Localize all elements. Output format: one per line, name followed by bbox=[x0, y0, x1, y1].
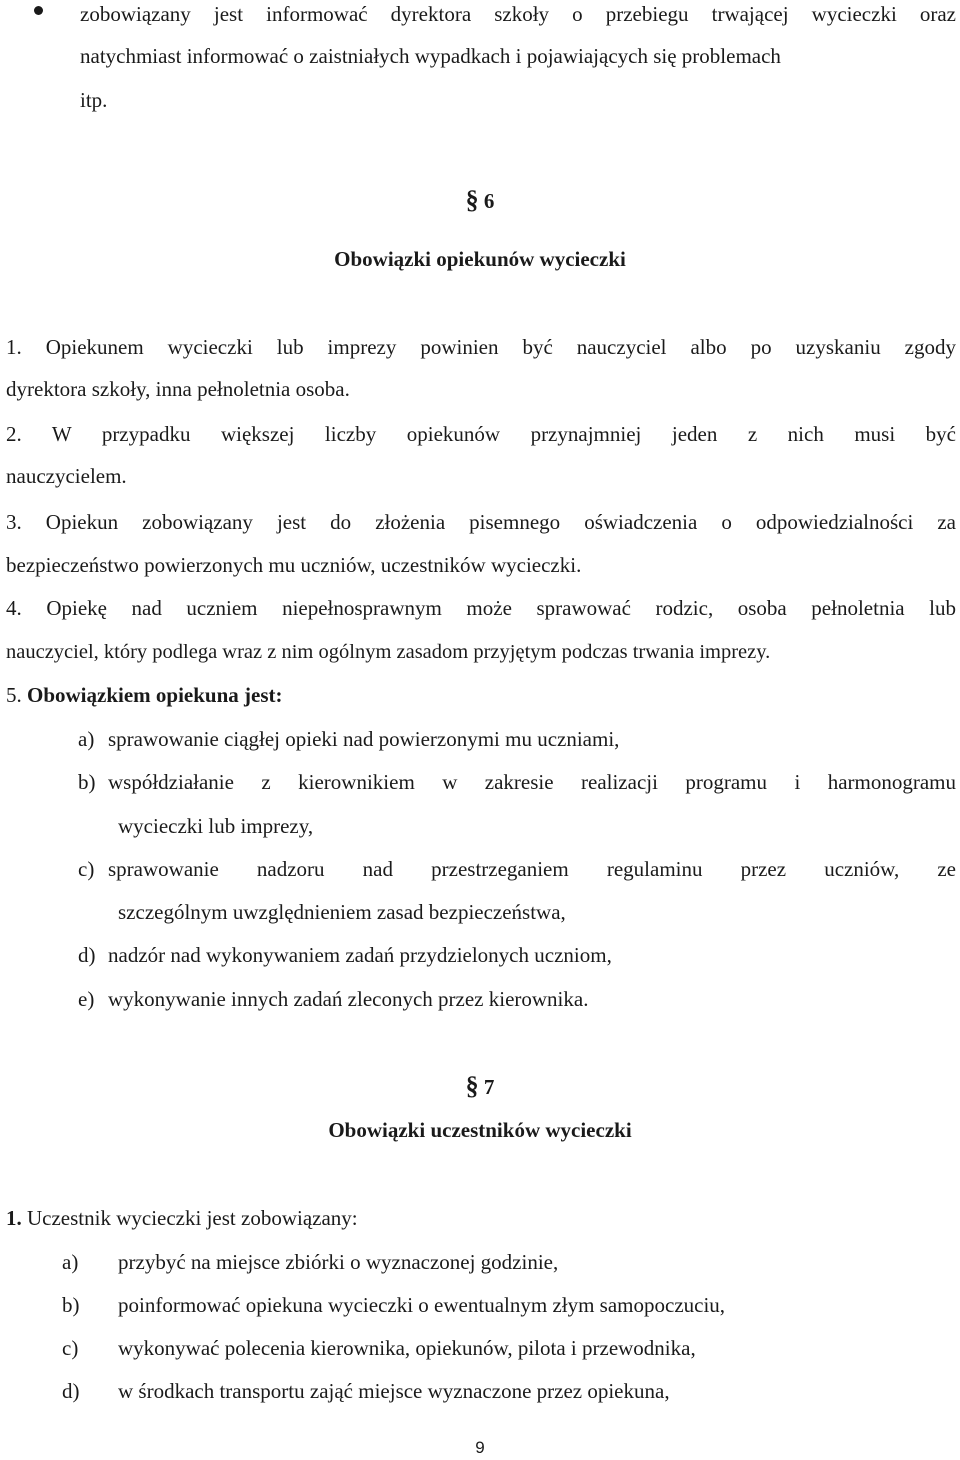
sub-item-e-text: wykonywanie innych zadań zleconych przez kierownika. bbox=[108, 987, 589, 1011]
item-2-line-2: nauczycielem. bbox=[6, 464, 127, 488]
item-5-text: Obowiązkiem opiekuna jest: bbox=[27, 683, 283, 707]
item-1-line-1 bbox=[6, 333, 956, 361]
participant-item-d-label: d) bbox=[62, 1379, 80, 1403]
participant-item-c-label: c) bbox=[62, 1336, 79, 1360]
participant-item-b-label: b) bbox=[62, 1293, 80, 1317]
bullet-line-3: itp. bbox=[80, 88, 108, 112]
item-1-number: 1. bbox=[6, 335, 22, 359]
bullet-line-1: zobowiązany jest informować dyrektora szkoły o przebiegu trwającej wycieczki oraz bbox=[80, 2, 956, 26]
section-7-intro-number: 1. bbox=[6, 1206, 22, 1230]
item-4-number: 4. bbox=[6, 596, 22, 620]
section-6-number-text: 6 bbox=[483, 189, 495, 213]
participant-item-a-label: a) bbox=[62, 1250, 79, 1274]
item-4-text: Opiekę nad uczniem niepełnosprawnym może sprawować rodzic, osoba pełnoletnia lub bbox=[46, 596, 956, 620]
participant-item-b-text: poinformować opiekuna wycieczki o ewentualnym złym samopoczuciu, bbox=[118, 1293, 726, 1317]
sub-item-a-label: a) bbox=[78, 727, 95, 751]
sub-item-c-line-1: sprawowanie nadzoru nad przestrzeganiem regulaminu przez uczniów, ze bbox=[108, 857, 956, 881]
item-5-number: 5. bbox=[6, 683, 22, 707]
sub-item-d-text: nadzór nad wykonywaniem zadań przydzielonych uczniom, bbox=[108, 943, 612, 967]
section-7-title: Obowiązki uczestników wycieczki bbox=[328, 1118, 632, 1142]
sub-item-d-label: d) bbox=[78, 943, 96, 967]
sub-item-c-label: c) bbox=[78, 857, 95, 881]
item-4-line-1 bbox=[6, 594, 956, 622]
participant-item-a-text: przybyć na miejsce zbiórki o wyznaczonej godzinie, bbox=[118, 1250, 559, 1274]
section-7-intro-text: Uczestnik wycieczki jest zobowiązany: bbox=[27, 1206, 358, 1230]
sub-item-c-line-2: szczególnym uwzględnieniem zasad bezpieczeństwa, bbox=[118, 900, 566, 924]
sub-item-b-label: b) bbox=[78, 770, 96, 794]
section-7-number-text: 7 bbox=[483, 1075, 495, 1099]
participant-item-c-text: wykonywać polecenia kierownika, opiekunów, pilota i przewodnika, bbox=[118, 1336, 696, 1360]
sub-item-e-label: e) bbox=[78, 987, 95, 1011]
item-1-line-2: dyrektora szkoły, inna pełnoletnia osoba. bbox=[6, 377, 350, 401]
section-sign-icon: § bbox=[465, 185, 479, 214]
page-number: 9 bbox=[475, 1438, 485, 1457]
section-6-number bbox=[0, 186, 960, 215]
item-3-line-2: bezpieczeństwo powierzonych mu uczniów, uczestników wycieczki. bbox=[6, 553, 582, 577]
bullet-icon bbox=[34, 6, 43, 15]
item-2-number: 2. bbox=[6, 422, 22, 446]
sub-item-b-line-1: współdziałanie z kierownikiem w zakresie realizacji programu i harmonogramu bbox=[108, 770, 956, 794]
sub-item-a-text: sprawowanie ciągłej opieki nad powierzonymi mu uczniami, bbox=[108, 727, 620, 751]
item-5-line-1 bbox=[6, 681, 283, 709]
item-2-text: W przypadku większej liczby opiekunów przynajmniej jeden z nich musi być bbox=[51, 422, 956, 446]
item-4-line-2: nauczyciel, który podlega wraz z nim ogólnym zasadom przyjętym podczas trwania imprezy. bbox=[6, 641, 771, 663]
section-6-title: Obowiązki opiekunów wycieczki bbox=[334, 247, 626, 271]
item-1-text: Opiekunem wycieczki lub imprezy powinien być nauczyciel albo po uzyskaniu zgody bbox=[45, 335, 956, 359]
bullet-line-2: natychmiast informować o zaistniałych wypadkach i pojawiających się problemach bbox=[80, 44, 781, 68]
sub-item-b-line-2: wycieczki lub imprezy, bbox=[118, 814, 314, 838]
participant-item-d-text: w środkach transportu zająć miejsce wyznaczone przez opiekuna, bbox=[118, 1379, 670, 1403]
section-sign-icon: § bbox=[465, 1071, 479, 1100]
section-7-intro bbox=[6, 1204, 358, 1232]
item-2-line-1 bbox=[6, 420, 956, 448]
item-3-text: Opiekun zobowiązany jest do złożenia pisemnego oświadczenia o odpowiedzialności za bbox=[45, 510, 956, 534]
item-3-number: 3. bbox=[6, 510, 22, 534]
item-3-line-1 bbox=[6, 508, 956, 536]
section-7-number bbox=[0, 1072, 960, 1101]
